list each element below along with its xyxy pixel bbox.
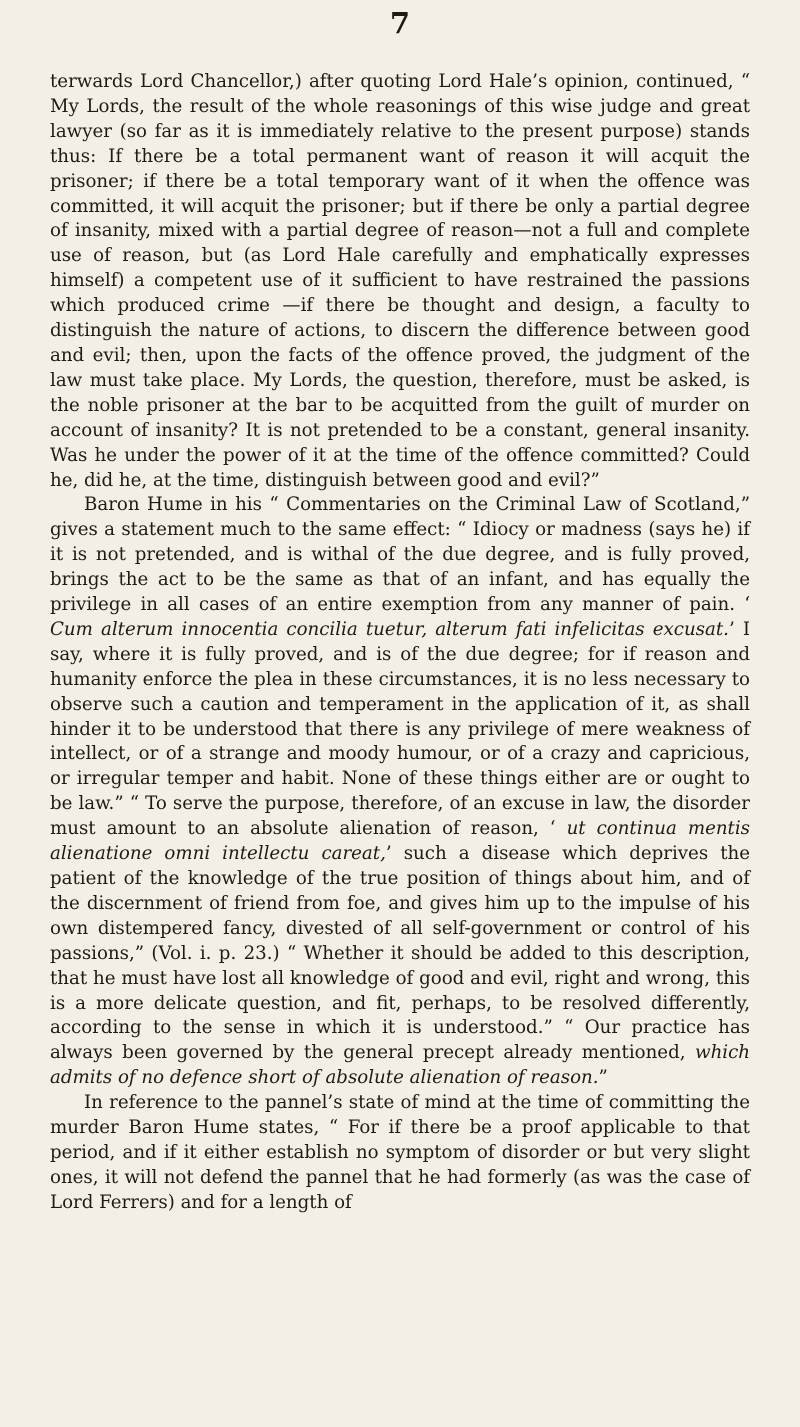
- text-segment: Baron Hume in his “ Commentaries on the Criminal Law of Scotland,” gives a statement much to the same effect: “ Idiocy or madness (says he) if it is not pretended, and is withal of the due degree, and is fully proved, brings the act to be the same as that of an infant, and has equally the privilege in all cases of an entire exemption from any manner of pain. ‘: [50, 494, 750, 616]
- text-segment: ’ such a disease which deprives the patient of the knowledge of the true position of things about him, and of the discernment of friend from foe, and gives him up to the impulse of his own distempered fancy, divested of all self-government or control of his passions,” (Vol. i. p. 23.) “ Whether it should be added to this description, that he must have lost all knowledge of good and evil, right and wrong, this is a more delicate question, and fit, perhaps, to be resolved differently, according to the sense in which it is understood.” “ Our practice has always been governed by the general precept already mentioned,: [50, 843, 750, 1064]
- latin-quote-cum-alterum: Cum alterum innocentia concilia tuetur, alterum fati infelicitas excusat.: [50, 618, 729, 640]
- paragraph-lord-chancellor-quote: [50, 70, 750, 493]
- latin-quote-ut-continua: ut continua mentis alienatione omni intellectu careat,: [50, 818, 750, 865]
- paragraph-pannel-state-of-mind: [50, 1091, 750, 1216]
- text-segment: In reference to the pannel’s state of mind at the time of committing the murder Baron Hume states, “ For if there be a proof applicable to that period, and if it either establish no symptom of disorder or but very slight ones, it will not defend the pannel that he had formerly (as was the case of Lord Ferrers) and for a length of: [50, 1092, 750, 1213]
- paragraph-baron-hume-commentaries: [50, 493, 750, 1091]
- text-segment: terwards Lord Chancellor,) after quoting Lord Hale’s opinion, continued, “ My Lords, the result of the whole reasonings of this wise judge and great lawyer (so far as it is immediately relative to the present purpose) stands thus: If there be a total permanent want of reason it will acquit the prisoner; if there be a total temporary want of it when the offence was committed, it will acquit the prisoner; but if there be only a partial degree of insanity, mixed with a partial degree of reason—not a full and complete use of reason, but (as Lord Hale carefully and emphatically expresses himself) a competent use of it sufficient to have restrained the passions which produced crime —if there be thought and design, a faculty to distinguish the nature of actions, to discern the difference between good and evil; then, upon the facts of the offence proved, the judgment of the law must take place. My Lords, the question, therefore, must be asked, is the noble prisoner at the bar to be acquitted from the guilt of murder on account of insanity? It is not pretended to be a constant, general insanity. Was he under the power of it at the time of the offence committed? Could he, did he, at the time, distinguish between good and evil?”: [50, 71, 750, 491]
- text-segment: ”: [598, 1067, 608, 1089]
- page-number: 7: [389, 6, 411, 40]
- italic-precept-quote: which admits of no defence short of absolute alienation of reason.: [50, 1042, 750, 1089]
- body-text: [50, 70, 750, 1216]
- text-segment: ’ I say, where it is fully proved, and is of the due degree; for if reason and humanity enforce the plea in these circumstances, it is no less necessary to observe such a caution and temperament in the application of it, as shall hinder it to be understood that there is any privilege of mere weakness of intellect, or of a strange and moody humour, or of a crazy and capricious, or irregular temper and habit. None of these things either are or ought to be law.” “ To serve the purpose, therefore, of an excuse in law, the disorder must amount to an absolute alienation of reason, ‘: [50, 618, 751, 840]
